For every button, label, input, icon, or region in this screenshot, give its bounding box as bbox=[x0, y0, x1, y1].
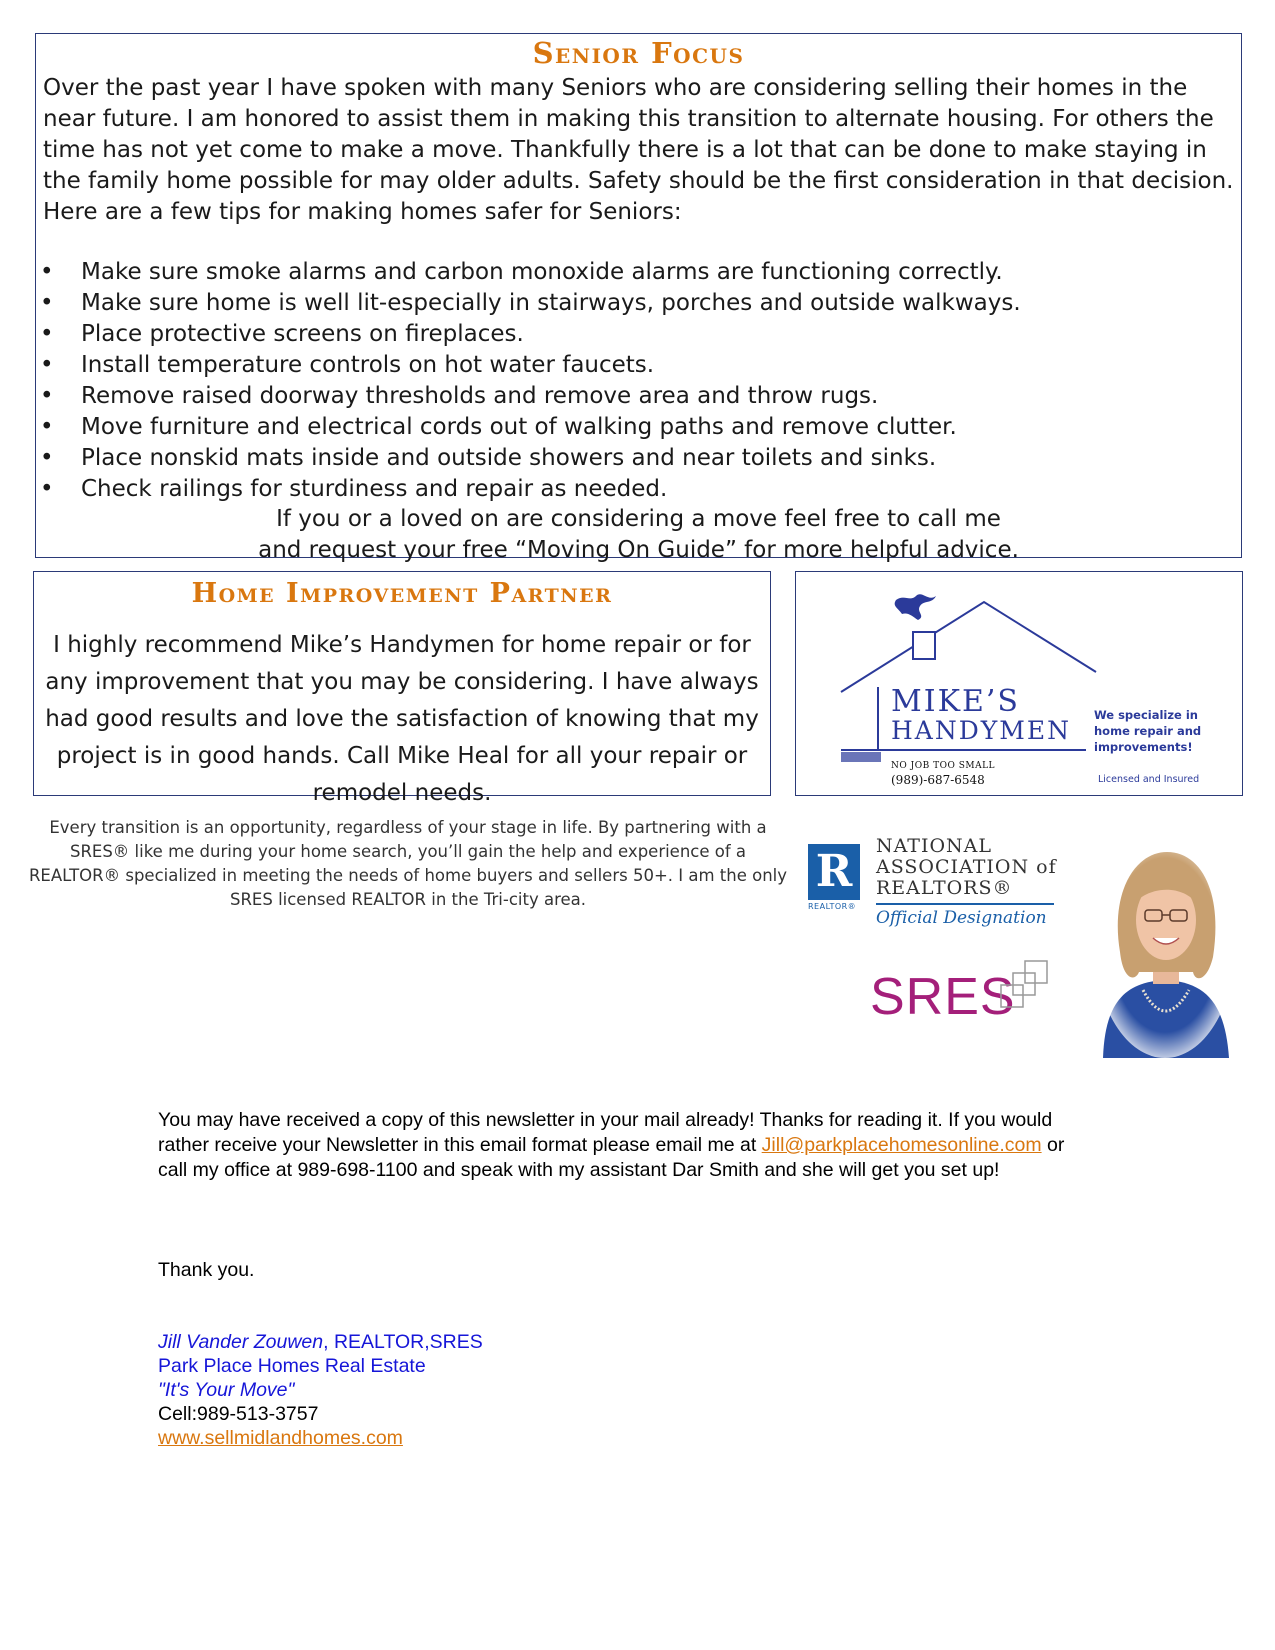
list-item: • Make sure smoke alarms and carbon monoxide alarms are functioning correctly. bbox=[36, 257, 1021, 288]
senior-focus-intro: Over the past year I have spoken with many Seniors who are considering selling their homes in the near future. I am honored to assist them in making this transition to alternate housing. For others the time has not yet come to make a move. Thankfully there is a lot that can be done to make staying in the family home possible for may older adults. Safety should be the first consideration in that decision. Here are a few tips for making homes safer for Seniors: bbox=[43, 75, 1234, 225]
list-item: • Place nonskid mats inside and outside showers and near toilets and sinks. bbox=[36, 443, 1021, 474]
sres-logo-text: SRES bbox=[870, 968, 1016, 1026]
ad-phone: (989)-687-6548 bbox=[891, 773, 985, 787]
signature-cell: Cell:989-513-3757 bbox=[158, 1403, 319, 1425]
ad-licensed-text: Licensed and Insured bbox=[1098, 774, 1200, 785]
email-message-part2: or call my office at 989-698-1100 and speak with my assistant Dar Smith and she will get you set up! bbox=[158, 1134, 1065, 1181]
list-item: • Make sure home is well lit-especially in stairways, porches and outside walkways. bbox=[36, 288, 1021, 319]
list-item: • Install temperature controls on hot water faucets. bbox=[36, 350, 1021, 381]
ad-title-line2: HANDYMEN bbox=[891, 716, 1072, 745]
email-link[interactable]: Jill@parkplacehomesonline.com bbox=[761, 1134, 1042, 1156]
thank-you-text: Thank you. bbox=[158, 1259, 255, 1281]
nar-divider bbox=[876, 903, 1054, 905]
nar-realtor-label: REALTOR® bbox=[808, 902, 857, 911]
nar-name: NATIONAL ASSOCIATION of REALTORS® bbox=[876, 835, 1057, 899]
list-item: • Check railings for sturdiness and repair as needed. bbox=[36, 474, 1021, 505]
sres-description: Every transition is an opportunity, regardless of your stage in life. By partnering with a SRES® like me during your home search, you’ll gain the help and experience of a REALTOR® specialized in meeting the needs of home buyers and sellers 50+. I am the only SRES licensed REALTOR in the Tri-city area. bbox=[28, 818, 788, 909]
house-outline-icon bbox=[796, 572, 1244, 797]
handymen-ad bbox=[795, 571, 1243, 796]
agent-portrait bbox=[1095, 832, 1235, 1058]
nar-official-designation: Official Designation bbox=[876, 908, 1047, 928]
closing-line-1: If you or a loved on are considering a move feel free to call me bbox=[276, 506, 1001, 532]
senior-focus-section bbox=[35, 33, 1242, 563]
signature-block bbox=[158, 1330, 483, 1450]
signature-title: , REALTOR,SRES bbox=[323, 1331, 483, 1353]
sres-squares-icon bbox=[870, 955, 1070, 1035]
partner-heading: Home Improvement Partner bbox=[191, 578, 613, 609]
ad-specialize-text: We specialize in home repair and improvements! bbox=[1094, 708, 1202, 754]
home-improvement-section bbox=[33, 571, 771, 806]
senior-focus-closing bbox=[36, 504, 1241, 566]
ad-tagline: NO JOB TOO SMALL bbox=[891, 761, 996, 771]
signature-name-line bbox=[158, 1330, 483, 1354]
signature-name: Jill Vander Zouwen bbox=[158, 1331, 324, 1353]
sres-logo bbox=[870, 955, 1070, 1035]
signature-slogan: "It's Your Move" bbox=[158, 1379, 295, 1401]
partner-body: I highly recommend Mike’s Handymen for home repair or for any improvement that you may be considering. I have always had good results and love the satisfaction of knowing that my project is in good hands. Call Mike Heal for all your repair or remodel needs. bbox=[45, 632, 759, 806]
realtor-r-icon: R bbox=[808, 844, 860, 900]
email-message-part1: You may have received a copy of this newsletter in your mail already! Thanks for reading it. If you would rather receive your Newsletter in this email format please email me at bbox=[158, 1109, 1053, 1156]
list-item: • Move furniture and electrical cords out of walking paths and remove clutter. bbox=[36, 412, 1021, 443]
signature-company: Park Place Homes Real Estate bbox=[158, 1355, 426, 1377]
safety-tips-list bbox=[36, 257, 1021, 505]
list-item: • Remove raised doorway thresholds and remove area and throw rugs. bbox=[36, 381, 1021, 412]
ad-title-line1: MIKE’S bbox=[891, 684, 1020, 719]
nar-logo bbox=[808, 836, 1068, 936]
list-item: • Place protective screens on fireplaces. bbox=[36, 319, 1021, 350]
closing-line-2: and request your free “Moving On Guide” for more helpful advice. bbox=[258, 537, 1019, 563]
website-link[interactable]: www.sellmidlandhomes.com bbox=[158, 1427, 403, 1449]
senior-focus-heading: Senior Focus bbox=[532, 36, 745, 70]
email-message bbox=[158, 1108, 1098, 1183]
